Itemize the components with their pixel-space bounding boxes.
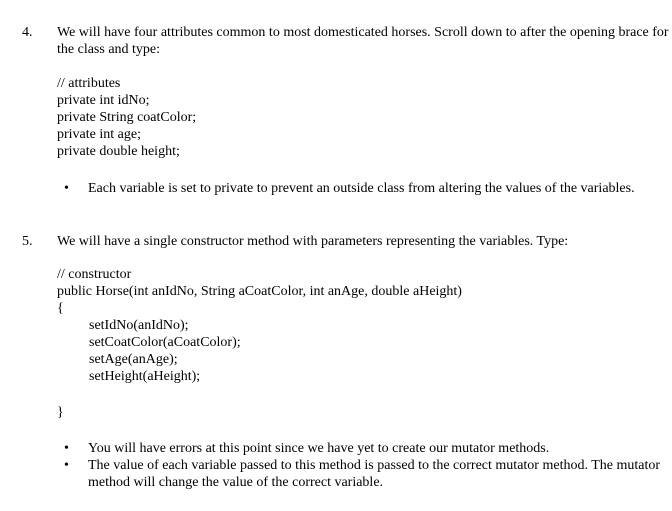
code-comment: // constructor [57, 267, 132, 282]
step-5-bullet-list [61, 440, 665, 491]
bullet-text: Each variable is set to private to prevent an outside class from altering the values of the variables. [88, 181, 635, 196]
constructor-signature: public Horse(int anIdNo, String aCoatColor, int anAge, double aHeight) [57, 284, 462, 299]
code-line: setHeight(aHeight); [89, 369, 201, 384]
step-5-code-block [57, 266, 462, 385]
bullet-icon: • [64, 458, 69, 473]
close-brace-block [57, 404, 64, 421]
step-4-number: 4. [22, 25, 33, 40]
bullet-icon: • [64, 441, 69, 456]
bullet-item [61, 180, 665, 197]
code-line: setCoatColor(aCoatColor); [89, 335, 241, 350]
code-line: private int age; [57, 127, 141, 142]
code-line: setAge(anAge); [89, 352, 178, 367]
step-4-bullet-list [61, 180, 665, 197]
code-line: private double height; [57, 144, 180, 159]
step-4-code-block [57, 75, 196, 160]
step-5-text: We will have a single constructor method with parameters representing the variables. Type: [57, 234, 569, 249]
step-5-number: 5. [22, 234, 33, 249]
step-4-text: We will have four attributes common to most domesticated horses. Scroll down to after the opening brace for the class and type: [57, 25, 669, 57]
bullet-text: The value of each variable passed to this method is passed to the correct mutator method. The mutator method will change the value of the correct variable. [88, 458, 661, 490]
open-brace: { [57, 301, 64, 316]
bullet-item [61, 457, 665, 491]
code-line: private String coatColor; [57, 110, 197, 125]
bullet-item [61, 440, 665, 457]
bullet-icon: • [64, 181, 69, 196]
code-line: setIdNo(anIdNo); [89, 318, 189, 333]
code-line: private int idNo; [57, 93, 150, 108]
bullet-text: You will have errors at this point since we have yet to create our mutator methods. [88, 441, 550, 456]
close-brace: } [57, 405, 64, 420]
code-line: // attributes [57, 76, 121, 91]
